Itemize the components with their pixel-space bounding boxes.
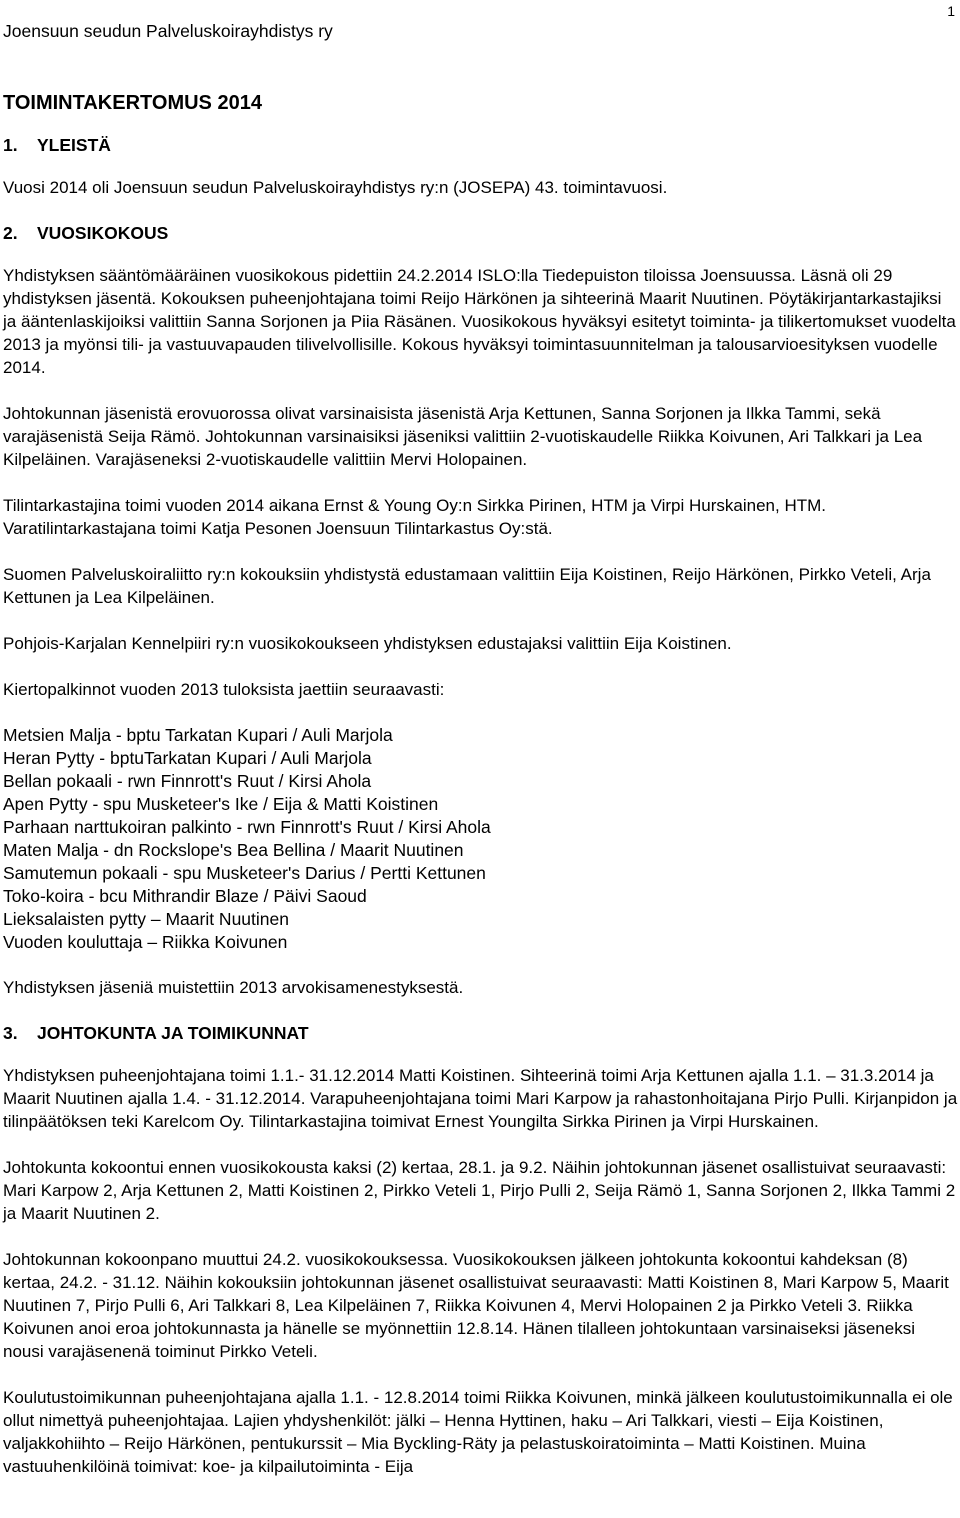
paragraph: Koulutustoimikunnan puheenjohtajana ajalla 1.1. - 12.8.2014 toimi Riikka Koivunen, minkä jälkeen koulutustoimikunnalla ei ole ollut nimettyä puheenjohtajaa. Lajien yhdyshenkilöt: jälki – Henna Hyttinen, haku – Ari Talkkari, viesti – Eija Koistinen, valjakkohiihto – Reijo Härkönen, pentukurssit – Mia Byckling-Räty ja pelastuskoiratoiminta – Matti Koistinen. Muina vastuuhenkilöinä toimivat: koe- ja kilpailutoiminta - Eija [3,1388,953,1476]
paragraph: Yhdistyksen jäseniä muistettiin 2013 arvokisamenestyksestä. [3,978,464,997]
list-item: Lieksalaisten pytty – Maarit Nuutinen [3,909,289,929]
list-item: Samutemun pokaali - spu Musketeer's Darius / Pertti Kettunen [3,863,486,883]
paragraph: Pohjois-Karjalan Kennelpiiri ry:n vuosikokoukseen yhdistyksen edustajaksi valittiin Eija Koistinen. [3,634,732,653]
list-item: Heran Pytty - bptuTarkatan Kupari / Auli Marjola [3,748,372,768]
section-title: YLEISTÄ [37,135,111,155]
paragraph: Johtokunnan jäsenistä erovuorossa olivat varsinaisista jäsenistä Arja Kettunen, Sanna Sorjonen ja Ilkka Tammi, sekä varajäsenistä Seija Rämö. Johtokunnan varsinaisiksi jäseniksi valittiin 2-vuotiskaudelle Riikka Koivunen, Ari Talkkari ja Lea Kilpeläinen. Varajäseneksi 2-vuotiskaudelle valittiin Mervi Holopainen. [3,404,923,469]
list-item: Toko-koira - bcu Mithrandir Blaze / Päivi Saoud [3,886,367,906]
paragraph: Johtokunnan kokoonpano muuttui 24.2. vuosikokouksessa. Vuosikokouksen jälkeen johtokunta kokoontui kahdeksan (8) kertaa, 24.2. - 31.12. Näihin kokouksiin johtokunnan jäsenet osallistuivat seuraavasti: Matti Koistinen 8, Mari Karpow 5, Maarit Nuutinen 7, Pirjo Pulli 6, Ari Talkkari 8, Lea Kilpeläinen 7, Riikka Koivunen 4, Mervi Holopainen 2 ja Pirkko Veteli 3. Riikka Koivunen anoi eroa johtokunnasta ja hänelle se myönnettiin 12.8.14. Hänen tilalleen johtokuntaan varsinaiseksi jäseneksi nousi varajäsenenä toiminut Pirkko Veteli. [3,1250,949,1361]
header-organization: Joensuun seudun Palveluskoirayhdistys ry [3,21,333,41]
document-title: TOIMINTAKERTOMUS 2014 [3,92,262,114]
paragraph: Yhdistyksen puheenjohtajana toimi 1.1.- 31.12.2014 Matti Koistinen. Sihteerinä toimi Arja Kettunen ajalla 1.1. – 31.3.2014 ja Maarit Nuutinen ajalla 1.4. - 31.12.2014. Varapuheenjohtajana toimi Mari Karpow ja rahastonhoitajana Pirjo Pulli. Kirjanpidon ja tilinpäätöksen teki Karelcom Oy. Tilintarkastajina toimivat Ernest Youngilta Sirkka Pirinen ja Virpi Hurskainen. [3,1066,958,1131]
list-item: Maten Malja - dn Rockslope's Bea Bellina / Maarit Nuutinen [3,840,464,860]
list-item: Parhaan narttukoiran palkinto - rwn Finnrott's Ruut / Kirsi Ahola [3,817,491,837]
list-item: Metsien Malja - bptu Tarkatan Kupari / Auli Marjola [3,725,393,745]
section-number: 2. [3,223,18,243]
list-item: Bellan pokaali - rwn Finnrott's Ruut / Kirsi Ahola [3,771,372,791]
paragraph: Vuosi 2014 oli Joensuun seudun Palveluskoirayhdistys ry:n (JOSEPA) 43. toimintavuosi. [3,178,668,197]
paragraph: Tilintarkastajina toimi vuoden 2014 aikana Ernst & Young Oy:n Sirkka Pirinen, HTM ja Virpi Hurskainen, HTM. Varatilintarkastajana toimi Katja Pesonen Joensuun Tilintarkastus Oy:stä. [3,496,826,538]
paragraph: Suomen Palveluskoiraliitto ry:n kokouksiin yhdistystä edustamaan valittiin Eija Koistinen, Reijo Härkönen, Pirkko Veteli, Arja Kettunen ja Lea Kilpeläinen. [3,565,931,607]
page-number: 1 [947,3,955,19]
document-body [3,90,958,1501]
section-heading-vuosikokous [3,222,958,245]
section-heading-yleista [3,134,958,157]
paragraph: Johtokunta kokoontui ennen vuosikokousta kaksi (2) kertaa, 28.1. ja 9.2. Näihin johtokunnan jäsenet osallistuivat seuraavasti: Mari Karpow 2, Arja Kettunen 2, Matti Koistinen 2, Pirkko Veteli 1, Pirjo Pulli 2, Seija Rämö 1, Sanna Sorjonen 2, Ilkka Tammi 2 ja Maarit Nuutinen 2. [3,1158,956,1223]
list-item: Vuoden kouluttaja – Riikka Koivunen [3,932,288,952]
section-title: VUOSIKOKOUS [37,223,169,243]
section-number: 3. [3,1023,18,1043]
section-title: JOHTOKUNTA JA TOIMIKUNNAT [37,1023,309,1043]
list-item: Apen Pytty - spu Musketeer's Ike / Eija & Matti Koistinen [3,794,439,814]
paragraph: Yhdistyksen sääntömääräinen vuosikokous pidettiin 24.2.2014 ISLO:lla Tiedepuiston tiloissa Joensuussa. Läsnä oli 29 yhdistyksen jäsentä. Kokouksen puheenjohtajana toimi Reijo Härkönen ja sihteerinä Maarit Nuutinen. Pöytäkirjantarkastajiksi ja ääntenlaskijoiksi valittiin Sanna Sorjonen ja Piia Räsänen. Vuosikokous hyväksyi esitetyt toiminta- ja tilikertomukset vuodelta 2013 ja myönsi tili- ja vastuuvapauden tilivelvollisille. Kokous hyväksyi toimintasuunnitelman ja talousarvioesityksen vuodelle 2014. [3,266,956,377]
section-heading-johtokunta [3,1022,958,1045]
paragraph: Kiertopalkinnot vuoden 2013 tuloksista jaettiin seuraavasti: [3,680,445,699]
award-list [3,724,958,954]
section-number: 1. [3,135,18,155]
